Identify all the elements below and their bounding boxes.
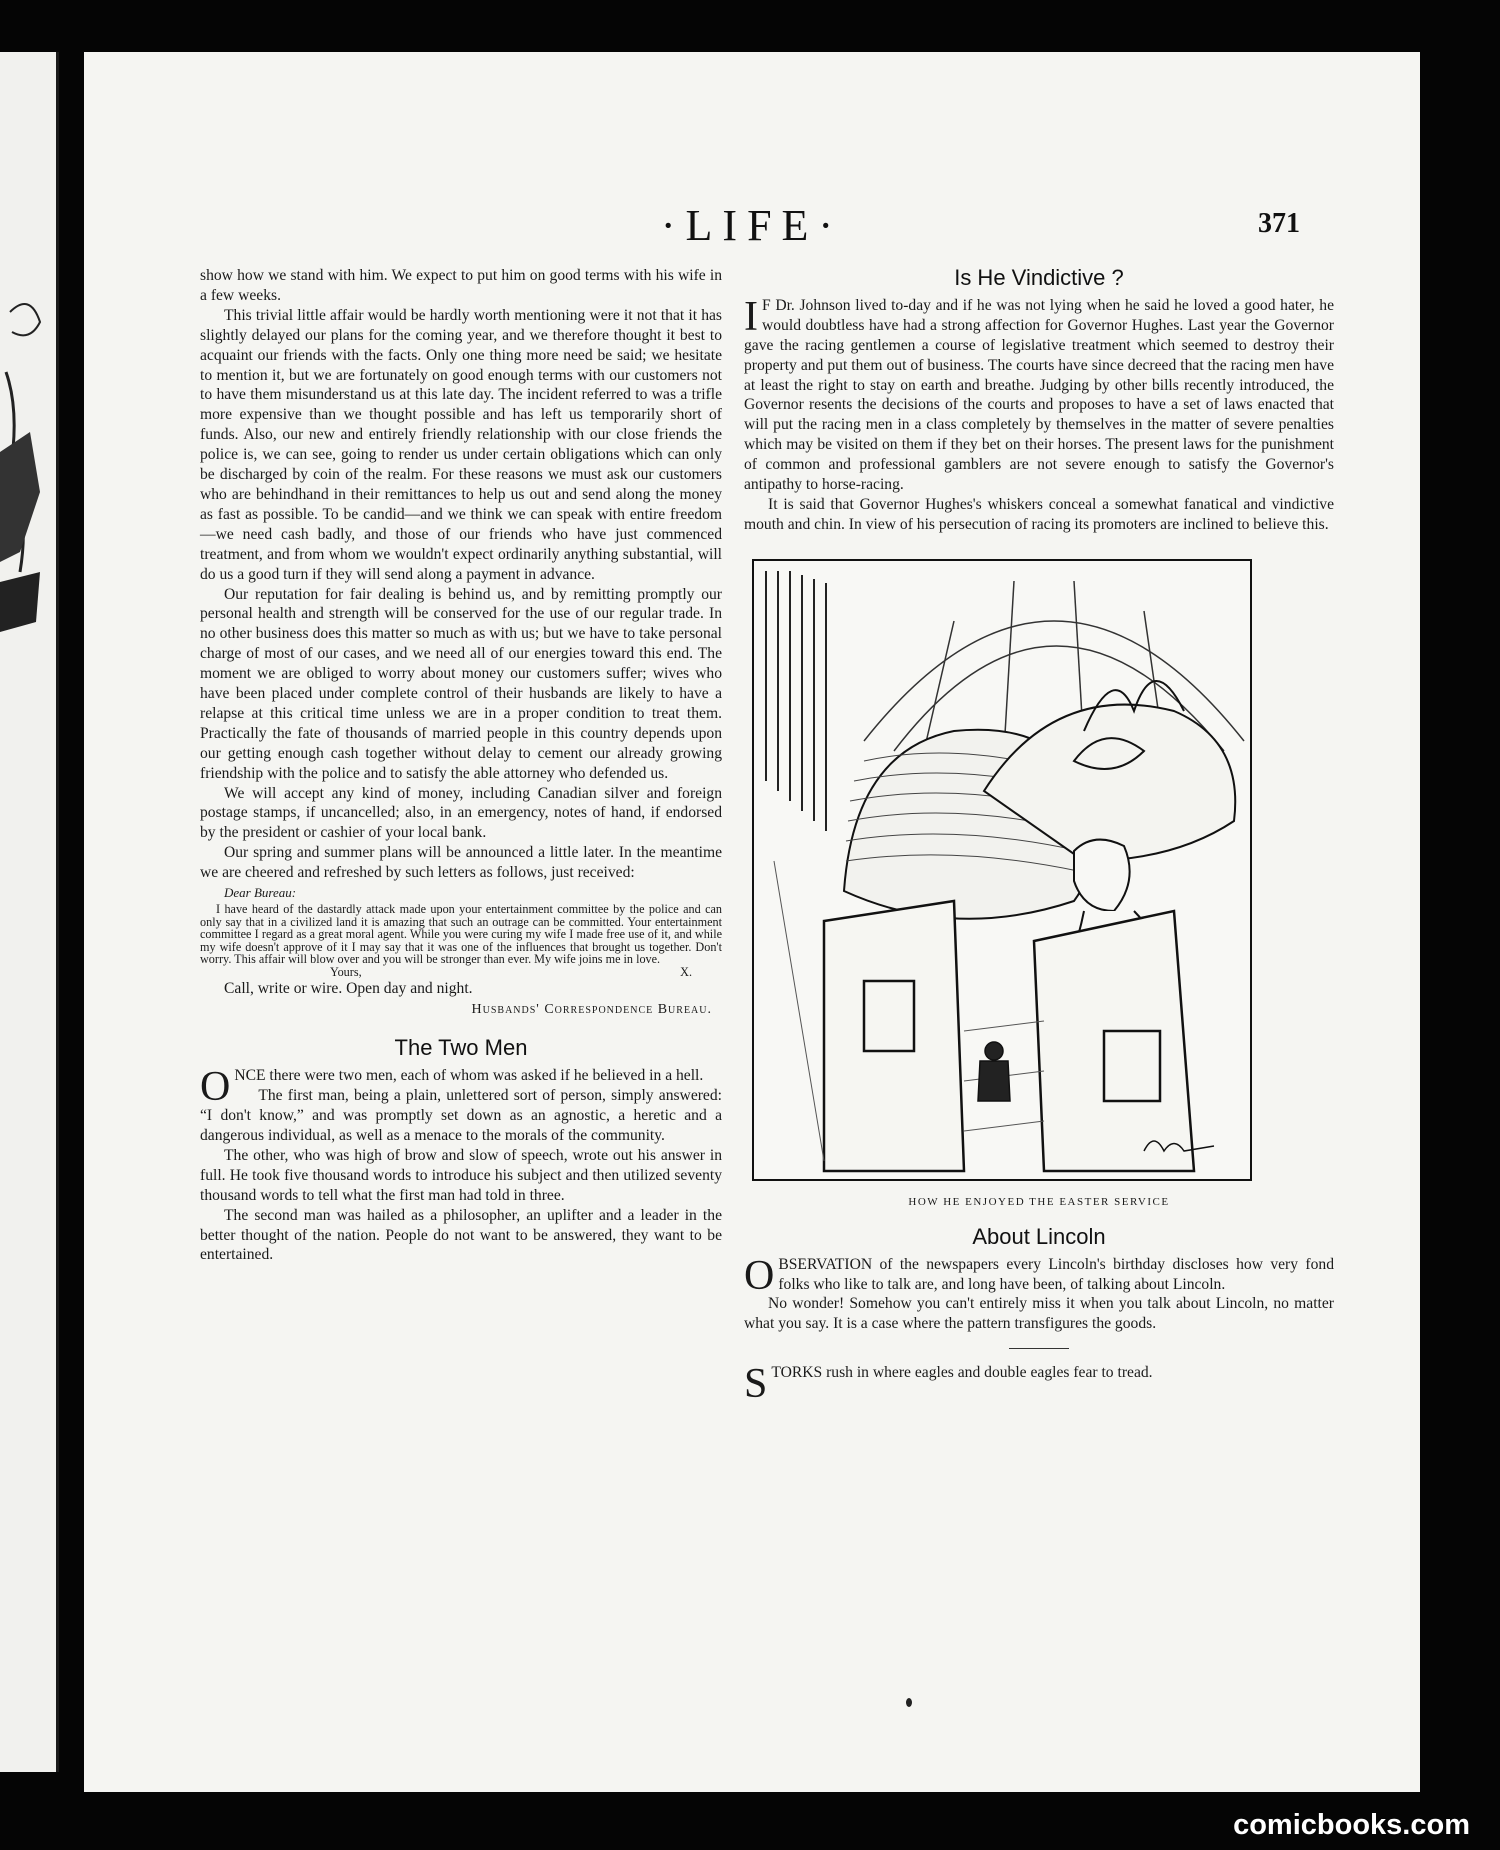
bureau-paragraph-4: We will accept any kind of money, including Canadian silver and foreign postage stamps, if uncancelled; also, in an emergency, notes of hand, if endorsed by the president or cashier of your local bank. <box>200 784 722 842</box>
two-men-title: The Two Men <box>394 1035 528 1061</box>
bureau-name: Husbands' Correspondence Bureau. <box>471 1002 712 1018</box>
storks-paragraph <box>744 1361 1334 1408</box>
previous-page-drawing-fragment <box>0 252 56 652</box>
letter-signoff <box>200 966 722 979</box>
vindictive-first-text: F Dr. Johnson lived to-day and if he was not lying when he said he loved a good hater, he would doubtless have had a strong affection for Governor Hughes. Last year the Governor gave the racing gentlemen a course of legislative treatment which seemed to destroy their property and put them out of business. The courts have since decreed that the racing men have at least the right to stay on earth and breathe. Judging by other bills recently introduced, the Governor resents the decisions of the courts and proposes to have a set of laws enacted that will put the racing men in a class completely by themselves in the matter of severe penalties which may be visited on them if they bet on their horses. The present laws for the punishment of common and professional gamblers are not severe enough to satisfy the Governor's antipathy to horse-racing. <box>744 296 1334 494</box>
vindictive-first-paragraph <box>744 293 1334 495</box>
easter-service-illustration <box>752 559 1252 1181</box>
bureau-paragraph-1: show how we stand with him. We expect to put him on good terms with his wife in a few weeks. <box>200 267 722 304</box>
bureau-paragraph-5: Our spring and summer plans will be announced a little later. In the meantime we are cheered and refreshed by such letters as follows, just received: <box>200 844 722 882</box>
two-men-paragraph-3: The other, who was high of brow and slow of speech, wrote out his answer in full. He took five thousand words to introduce his subject and then utilized seventy thousand words to tell what the first man had told in three. <box>200 1146 722 1204</box>
vindictive-dropcap: I <box>744 293 758 340</box>
watermark: comicbooks.com <box>1233 1809 1470 1841</box>
ink-dot <box>906 1698 912 1707</box>
illustration-drawing <box>754 561 1250 1179</box>
page-number: 371 <box>1258 208 1300 239</box>
lincoln-dropcap: O <box>744 1252 775 1299</box>
storks-text: TORKS rush in where eagles and double eagles fear to tread. <box>771 1364 1153 1382</box>
previous-page-edge <box>0 52 59 1772</box>
section-divider <box>1009 1348 1069 1349</box>
lincoln-paragraph-2: No wonder! Somehow you can't entirely miss it when you talk about Lincoln, no matter what you say. It is a case where the pattern transfigures the goods. <box>744 1295 1334 1333</box>
lincoln-first-text: BSERVATION of the newspapers every Lincoln's birthday discloses how very fond folks who like to talk are, and long have been, of talking about Lincoln. <box>778 1255 1334 1293</box>
letter-yours: Yours, <box>330 964 362 979</box>
lincoln-title: About Lincoln <box>972 1223 1106 1249</box>
two-men-paragraph-4: The second man was hailed as a philosopher, an uplifter and a leader in the better thought of the nation. People do not want to be answered, they want to be entertained. <box>200 1206 722 1264</box>
illustration-caption: HOW HE ENJOYED THE EASTER SERVICE <box>908 1195 1170 1208</box>
masthead-title: ·LIFE· <box>660 201 844 250</box>
letter-body: I have heard of the dastardly attack made upon your entertainment committee by the police and can only say that in a civilized land it is amazing that such an outrage can be committed. Your entertainment committee I regard as a great moral agent. While you were curing my wife I made free use of it, and while my wife doesn't approve of it I may say that it was one of the influences that brought us together. Don't worry. This affair will blow over and you will be stronger than ever. My wife joins me in love. <box>200 902 722 967</box>
magazine-page <box>84 52 1420 1792</box>
bureau-paragraph-3: Our reputation for fair dealing is behind us, and by remitting promptly our personal health and strength will be conserved for the use of our regular trade. In no other business does this matter so much as with us; but we have to take personal charge of most of our cases, and we need all of our energies toward this end. The moment we are obliged to worry about money our customers suffer; wives who have been placed under complete control of their husbands are likely to have a relapse at this critical time unless we are in a proper condition to treat them. Practically the fate of thousands of married people in this country depends upon our getting enough cash together without delay to cement our already growing friendship with the police and to satisfy the able attorney who defended us. <box>200 585 722 782</box>
vindictive-paragraph-2: It is said that Governor Hughes's whiskers conceal a somewhat fanatical and vindictive mouth and chin. In view of his persecution of racing its promoters are inclined to believe this. <box>744 495 1334 533</box>
bureau-paragraph-2: This trivial little affair would be hardly worth mentioning were it not that it has slightly delayed our plans for the coming year, and we therefore thought it best to acquaint our friends with the facts. Only one thing more need be said; we hesitate to mention it, but we are fortunately on good enough terms with our customers not to have them misunderstand us at this late day. The incident referred to was a trifle more expensive than we thought possible and has left us temporarily short of funds. Also, our new and entirely friendly relationship with our close friends the police is, we can see, going to render us under certain obligations which can only be discharged by coin of the realm. For these reasons we must ask our customers who are behindhand in their remittances to help us out and send along the money as fast as possible. To be candid—and we think we can speak with entire freedom—we need cash badly, and those of our friends who have just commenced treatment, and from whom we wouldn't expect ordinarily anything substantial, will do us a good turn if they will send along a payment in advance. <box>200 306 722 583</box>
two-men-first-text: NCE there were two men, each of whom was asked if he believed in a hell. <box>234 1067 704 1085</box>
page-header <box>84 200 1420 260</box>
letter-signature: X. <box>680 964 692 979</box>
left-column <box>200 266 722 1265</box>
letter-salutation: Dear Bureau: <box>224 885 297 901</box>
call-write-line: Call, write or wire. Open day and night. <box>224 979 473 997</box>
right-column <box>744 265 1334 1408</box>
storks-dropcap: S <box>744 1361 768 1408</box>
two-men-dropcap: O <box>200 1064 231 1111</box>
lincoln-first-paragraph <box>744 1252 1334 1299</box>
vindictive-title: Is He Vindictive ? <box>954 265 1124 290</box>
two-men-paragraph-2: The first man, being a plain, unlettered sort of person, simply answered: “I don't know,” and was promptly set down as an agnostic, a heretic and a dangerous individual, as well as a menace to the morals of the community. <box>200 1087 722 1144</box>
two-men-first-paragraph <box>200 1064 722 1111</box>
